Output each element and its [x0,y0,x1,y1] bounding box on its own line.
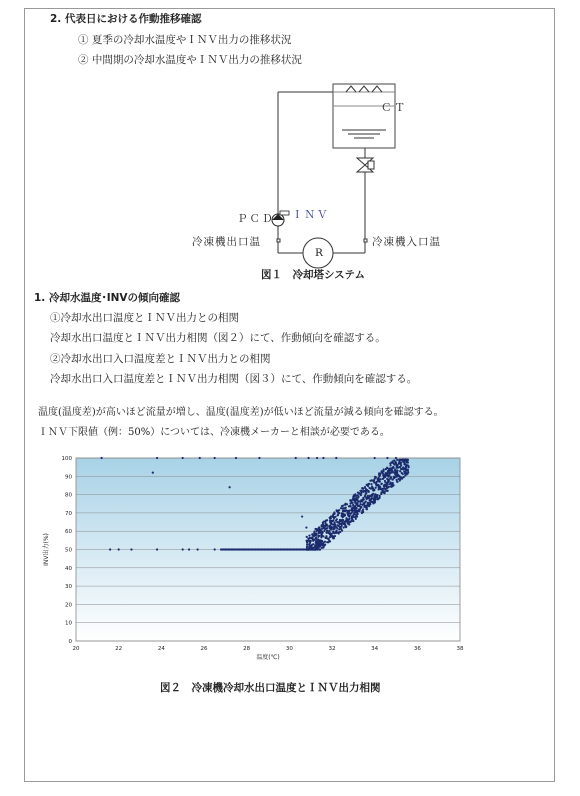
pcd-label: ＰＣＤ [237,213,275,225]
data-point [308,538,310,540]
data-point [235,457,237,459]
data-point [390,471,392,473]
y-tick-label: 10 [65,620,72,627]
data-point [311,533,313,535]
data-point [387,481,389,483]
data-point [374,495,376,497]
data-point [342,504,344,506]
data-point [330,523,332,525]
data-point [389,462,391,464]
data-point [308,546,310,548]
data-point [330,528,332,530]
data-point [369,480,371,482]
data-point [365,493,367,495]
data-point [317,527,319,529]
x-axis-label: 温度(℃) [256,654,280,661]
data-point [352,496,354,498]
data-point [386,457,388,459]
data-point [321,524,323,526]
y-tick-label: 0 [68,639,72,645]
data-point [369,498,371,500]
data-point [382,490,384,492]
data-point [229,486,231,488]
data-point [325,532,327,534]
data-point [377,498,379,500]
data-point [396,467,398,469]
data-point [385,488,387,490]
data-point [395,457,397,459]
data-point [324,541,326,543]
data-point [370,488,372,490]
data-point [374,493,376,495]
data-point [332,514,334,516]
data-point [311,536,313,538]
data-point [400,477,402,479]
x-tick-label: 26 [200,646,208,652]
data-point [305,526,307,528]
data-point [337,514,339,516]
data-point [402,473,404,475]
data-point [396,459,398,461]
data-point [341,523,343,525]
x-tick-label: 38 [456,646,464,652]
data-point [308,534,310,536]
data-point [109,548,111,550]
data-point [345,519,347,521]
data-point [381,483,383,485]
data-point [306,541,308,543]
data-point [382,478,384,480]
inv-label: ＩＮＶ [292,209,330,221]
data-point [354,507,356,509]
data-point [345,517,347,519]
data-point [156,548,158,550]
data-point [373,481,375,483]
data-point [343,523,345,525]
data-point [402,468,404,470]
data-point [342,519,344,521]
section-2-item-1: ① 夏季の冷却水温度やＩＮＶ出力の推移状況 [78,34,292,46]
data-point [374,500,376,502]
data-point [390,469,392,471]
data-point [340,525,342,527]
data-point [326,525,328,527]
data-point [381,470,383,472]
data-point [367,495,369,497]
data-point [388,486,390,488]
data-point [374,457,376,459]
data-point [387,470,389,472]
data-point [407,465,409,467]
section-1-line-4: 冷却水出口入口温度差とＩＮＶ出力相関（図３）にて、作動傾向を確認する。 [50,373,418,385]
data-point [331,520,333,522]
data-point [386,474,388,476]
y-tick-label: 20 [65,602,72,609]
data-point [325,537,327,539]
section-2-item-2: ② 中間期の冷却水温度やＩＮＶ出力の推移状況 [78,54,302,66]
data-point [362,502,364,504]
data-point [357,492,359,494]
section-1-line-3: ②冷却水出口入口温度差とＩＮＶ出力との相関 [50,353,271,365]
data-point [352,516,354,518]
data-point [385,490,387,492]
data-point [398,466,400,468]
data-point [306,545,308,547]
data-point [364,490,366,492]
note-2: ＩＮＶ下限値（例：50%）については、冷凍機メーカーと相談が必要である。 [38,427,390,438]
data-point [346,510,348,512]
data-point [362,488,364,490]
data-point [351,508,353,510]
data-point [389,464,391,466]
data-point [378,488,380,490]
data-point [101,457,103,459]
data-point [376,496,378,498]
data-point [359,505,361,507]
data-point [360,507,362,509]
data-point [343,507,345,509]
data-point [407,459,409,461]
data-point [374,476,376,478]
note-1: 温度(温度差)が高いほど流量が増し、温度(温度差)が低いほど流量が減る傾向を確認する。 [38,407,444,418]
data-point [343,515,345,517]
data-point [383,468,385,470]
x-tick-label: 30 [285,646,293,652]
data-point [404,462,406,464]
data-point [400,464,402,466]
chiller-label: R [315,247,323,259]
data-point [295,457,297,459]
data-point [395,464,397,466]
x-tick-label: 20 [72,646,80,652]
x-tick-label: 22 [115,646,123,652]
data-point [320,536,322,538]
data-point [398,462,400,464]
data-point [393,476,395,478]
data-point [332,530,334,532]
fan-icon [359,86,369,92]
data-point [383,486,385,488]
data-point [182,457,184,459]
data-point [334,525,336,527]
data-point [344,510,346,512]
data-point [336,518,338,520]
data-point [329,520,331,522]
data-point [310,548,312,550]
ct-label: ＣＴ [381,102,408,114]
data-point [396,481,398,483]
data-point [338,531,340,533]
data-point [379,487,381,489]
data-point [349,499,351,501]
data-point [371,494,373,496]
data-point [343,526,345,528]
data-point [328,525,330,527]
data-point [301,515,303,517]
data-point [335,532,337,534]
y-tick-label: 30 [65,584,72,591]
data-point [197,548,199,550]
y-tick-label: 40 [65,565,72,572]
data-point [383,475,385,477]
section-1-heading: 1. 冷却水温度･INVの傾向確認 [34,292,181,304]
data-point [395,462,397,464]
data-point [336,529,338,531]
data-point [188,548,190,550]
inverter-icon [280,211,289,215]
data-point [152,472,154,474]
data-point [380,493,382,495]
data-point [368,491,370,493]
data-point [352,504,354,506]
data-point [388,468,390,470]
y-tick-label: 100 [61,456,72,462]
x-tick-label: 34 [371,646,379,652]
data-point [316,538,318,540]
data-point [324,543,326,545]
data-point [336,521,338,523]
data-point [309,544,311,546]
section-1-line-2: 冷却水出口温度とＩＮＶ出力相関（図２）にて、作動傾向を確認する。 [50,332,386,344]
data-point [359,503,361,505]
data-point [356,502,358,504]
data-point [318,535,320,537]
data-point [404,459,406,461]
data-point [315,528,317,530]
section-1-line-1: ①冷却水出口温度とＩＮＶ出力との相関 [50,312,239,324]
figure-1-caption: 図１ 冷却塔システム [261,269,365,281]
data-point [322,531,324,533]
data-point [372,487,374,489]
y-tick-label: 70 [65,510,72,517]
data-point [321,547,323,549]
data-point [356,499,358,501]
data-point [372,489,374,491]
data-point [361,512,363,514]
data-point [352,502,354,504]
x-tick-label: 36 [413,646,421,652]
data-point [405,466,407,468]
data-point [336,527,338,529]
fan-icon [346,86,356,92]
data-point [379,495,381,497]
data-point [321,540,323,542]
data-point [378,472,380,474]
data-point [393,467,395,469]
data-point [394,469,396,471]
data-point [322,542,324,544]
data-point [307,457,309,459]
data-point [351,511,353,513]
data-point [354,498,356,500]
data-point [364,495,366,497]
data-point [199,457,201,459]
data-point [376,494,378,496]
data-point [338,509,340,511]
data-point [130,548,132,550]
data-point [357,496,359,498]
data-point [327,541,329,543]
section-2-heading: 2. 代表日における作動推移確認 [50,13,202,25]
data-point [314,546,316,548]
data-point [156,457,158,459]
data-point [380,478,382,480]
data-point [333,511,335,513]
data-point [341,530,343,532]
data-point [404,472,406,474]
data-point [404,474,406,476]
data-point [393,463,395,465]
data-point [306,543,308,545]
data-point [354,502,356,504]
fan-icon [372,86,382,92]
data-point [356,511,358,513]
data-point [323,527,325,529]
data-point [353,512,355,514]
data-point [322,457,324,459]
x-tick-label: 28 [243,646,251,652]
data-point [366,506,368,508]
data-point [314,548,316,550]
data-point [327,530,329,532]
data-point [306,536,308,538]
data-point [118,548,120,550]
data-point [182,548,184,550]
data-point [361,500,363,502]
data-point [400,461,402,463]
data-point [258,457,260,459]
data-point [318,548,320,550]
data-point [325,520,327,522]
data-point [386,478,388,480]
data-point [311,544,313,546]
data-point [350,502,352,504]
data-point [334,535,336,537]
data-point [319,544,321,546]
x-tick-labels [73,646,464,652]
figure-2-caption: 図２ 冷凍機冷却水出口温度とＩＮＶ出力相関 [160,682,381,694]
y-tick-label: 80 [65,492,72,499]
data-point [214,457,216,459]
data-point [357,494,359,496]
y-tick-label: 50 [65,547,72,554]
data-point [329,532,331,534]
data-point [322,535,324,537]
data-point [335,457,337,459]
outlet-temp-label: 冷凍機出口温 [192,236,261,248]
data-point [375,487,377,489]
data-point [391,485,393,487]
data-point [354,516,356,518]
data-point [307,548,309,550]
data-point [367,502,369,504]
data-point [406,472,408,474]
data-point [347,519,349,521]
data-point [406,469,408,471]
data-point [347,523,349,525]
data-point [399,470,401,472]
data-point [378,477,380,479]
data-point [377,479,379,481]
data-point [368,505,370,507]
data-point [315,542,317,544]
data-point [394,474,396,476]
data-point [345,526,347,528]
data-point [377,484,379,486]
data-point [338,512,340,514]
data-point [370,483,372,485]
data-point [385,468,387,470]
data-point [316,457,318,459]
data-point [389,478,391,480]
data-point [352,520,354,522]
y-tick-labels [62,456,73,645]
data-point [364,486,366,488]
data-point [399,459,401,461]
data-point [347,515,349,517]
data-point [369,502,371,504]
data-point [323,545,325,547]
y-tick-label: 90 [65,474,72,481]
data-point [355,514,357,516]
data-point [310,540,312,542]
data-point [379,475,381,477]
data-point [360,494,362,496]
y-axis-label: INV出力(%) [43,533,50,566]
data-point [334,523,336,525]
data-point [362,508,364,510]
data-point [368,483,370,485]
data-point [323,530,325,532]
data-point [333,537,335,539]
scatter-chart [38,452,488,674]
data-point [345,503,347,505]
data-point [214,548,216,550]
data-point [341,515,343,517]
data-point [338,521,340,523]
data-point [329,517,331,519]
data-point [354,505,356,507]
data-point [321,528,323,530]
inlet-temp-label: 冷凍機入口温 [372,236,441,248]
data-point [348,505,350,507]
y-tick-label: 60 [65,529,72,536]
x-tick-label: 24 [157,646,165,652]
x-tick-label: 32 [328,646,336,652]
